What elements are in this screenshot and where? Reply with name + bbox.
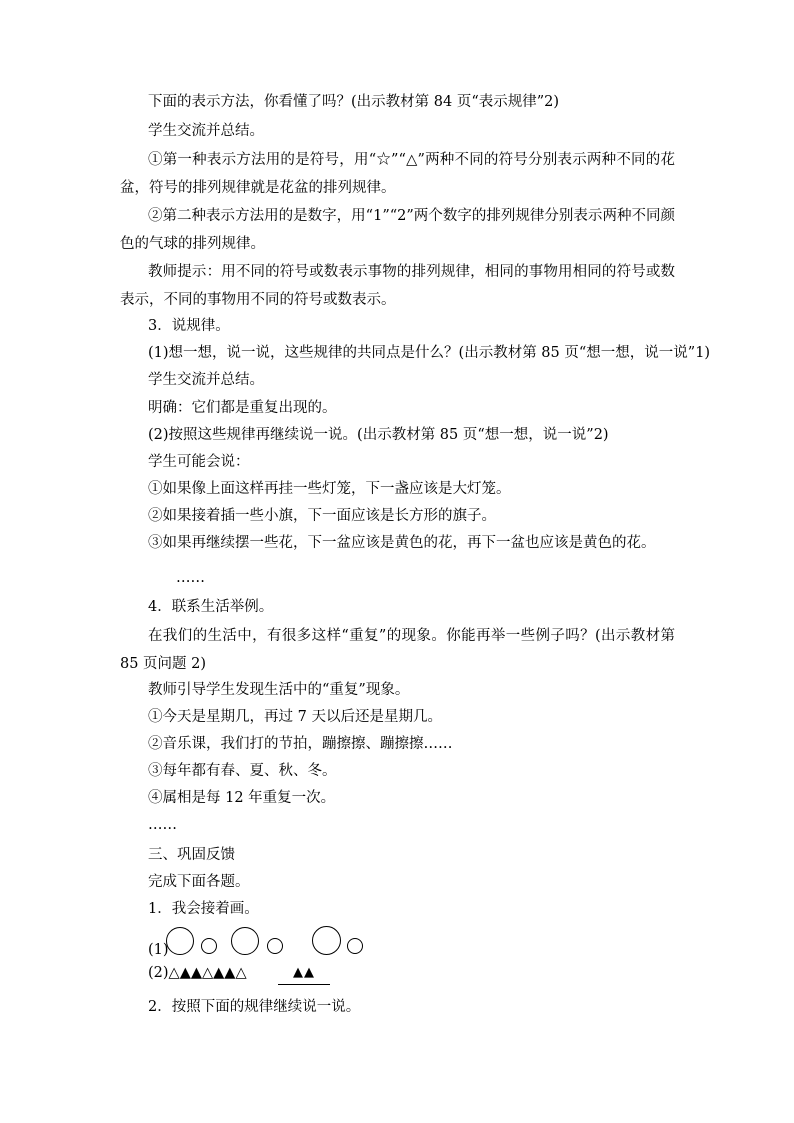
triangle-pattern: (2)△▲▲△▲▲△ (148, 965, 247, 981)
text-line: 学生交流并总结。 (148, 372, 264, 388)
small-circle-shape (347, 938, 363, 954)
text-line: ④属相是每 12 年重复一次。 (148, 790, 336, 806)
text-line: ①今天是星期几，再过 7 天以后还是星期几。 (148, 709, 442, 725)
question-label: (1) (148, 942, 169, 958)
section-heading: 4．联系生活举例。 (148, 599, 274, 615)
ellipsis: …… (176, 570, 205, 586)
text-line: ③如果再继续摆一些花，下一盆应该是黄色的花，再下一盆也应该是黄色的花。 (148, 535, 656, 551)
big-circle-shape (166, 927, 194, 955)
question: 1．我会接着画。 (148, 901, 259, 917)
text-line: 学生可能会说： (148, 454, 250, 470)
section-heading: 三、巩固反馈 (148, 847, 235, 863)
small-circle-shape (267, 938, 283, 954)
text-line: 学生交流并总结。 (148, 123, 264, 139)
text-line: 完成下面各题。 (148, 874, 250, 890)
paragraph: ①第一种表示方法用的是符号，用“☆”“△”两种不同的符号分别表示两种不同的花盆，符号的排列规律就是花盆的排列规律。 (120, 152, 675, 196)
answer-blank[interactable]: ▲▲ (278, 965, 330, 985)
paragraph: 在我们的生活中，有很多这样“重复”的现象。你能再举一些例子吗？(出示教材第 85 页问题 2) (120, 628, 675, 672)
circle-pattern (148, 925, 408, 959)
text-line: 明确：它们都是重复出现的。 (148, 400, 337, 416)
text-line: ③每年都有春、夏、秋、冬。 (148, 763, 337, 779)
ellipsis: …… (148, 817, 177, 833)
paragraph: 教师提示：用不同的符号或数表示事物的排列规律，相同的事物用相同的符号或数表示，不同的事物用不同的符号或数表示。 (120, 264, 675, 308)
text-line: ②如果接着插一些小旗，下一面应该是长方形的旗子。 (148, 508, 496, 524)
text-line: ②音乐课，我们打的节拍，蹦擦擦、蹦擦擦…… (148, 736, 453, 752)
text-line: (2)按照这些规律再继续说一说。(出示教材第 85 页“想一想，说一说”2) (148, 427, 609, 443)
big-circle-shape (231, 927, 259, 955)
question: 2．按照下面的规律继续说一说。 (148, 999, 361, 1015)
text-line: (1)想一想，说一说，这些规律的共同点是什么？(出示教材第 85 页“想一想，说一说”1) (148, 345, 711, 361)
text-line: ①如果像上面这样再挂一些灯笼，下一盏应该是大灯笼。 (148, 481, 511, 497)
section-heading: 3．说规律。 (148, 318, 230, 334)
text-line: 教师引导学生发现生活中的“重复”现象。 (148, 682, 410, 698)
paragraph: ②第二种表示方法用的是数字，用“1”“2”两个数字的排列规律分别表示两种不同颜色的气球的排列规律。 (120, 208, 675, 252)
text-line: 下面的表示方法，你看懂了吗？(出示教材第 84 页“表示规律”2) (148, 94, 560, 110)
big-circle-shape (312, 926, 341, 955)
small-circle-shape (201, 938, 217, 954)
